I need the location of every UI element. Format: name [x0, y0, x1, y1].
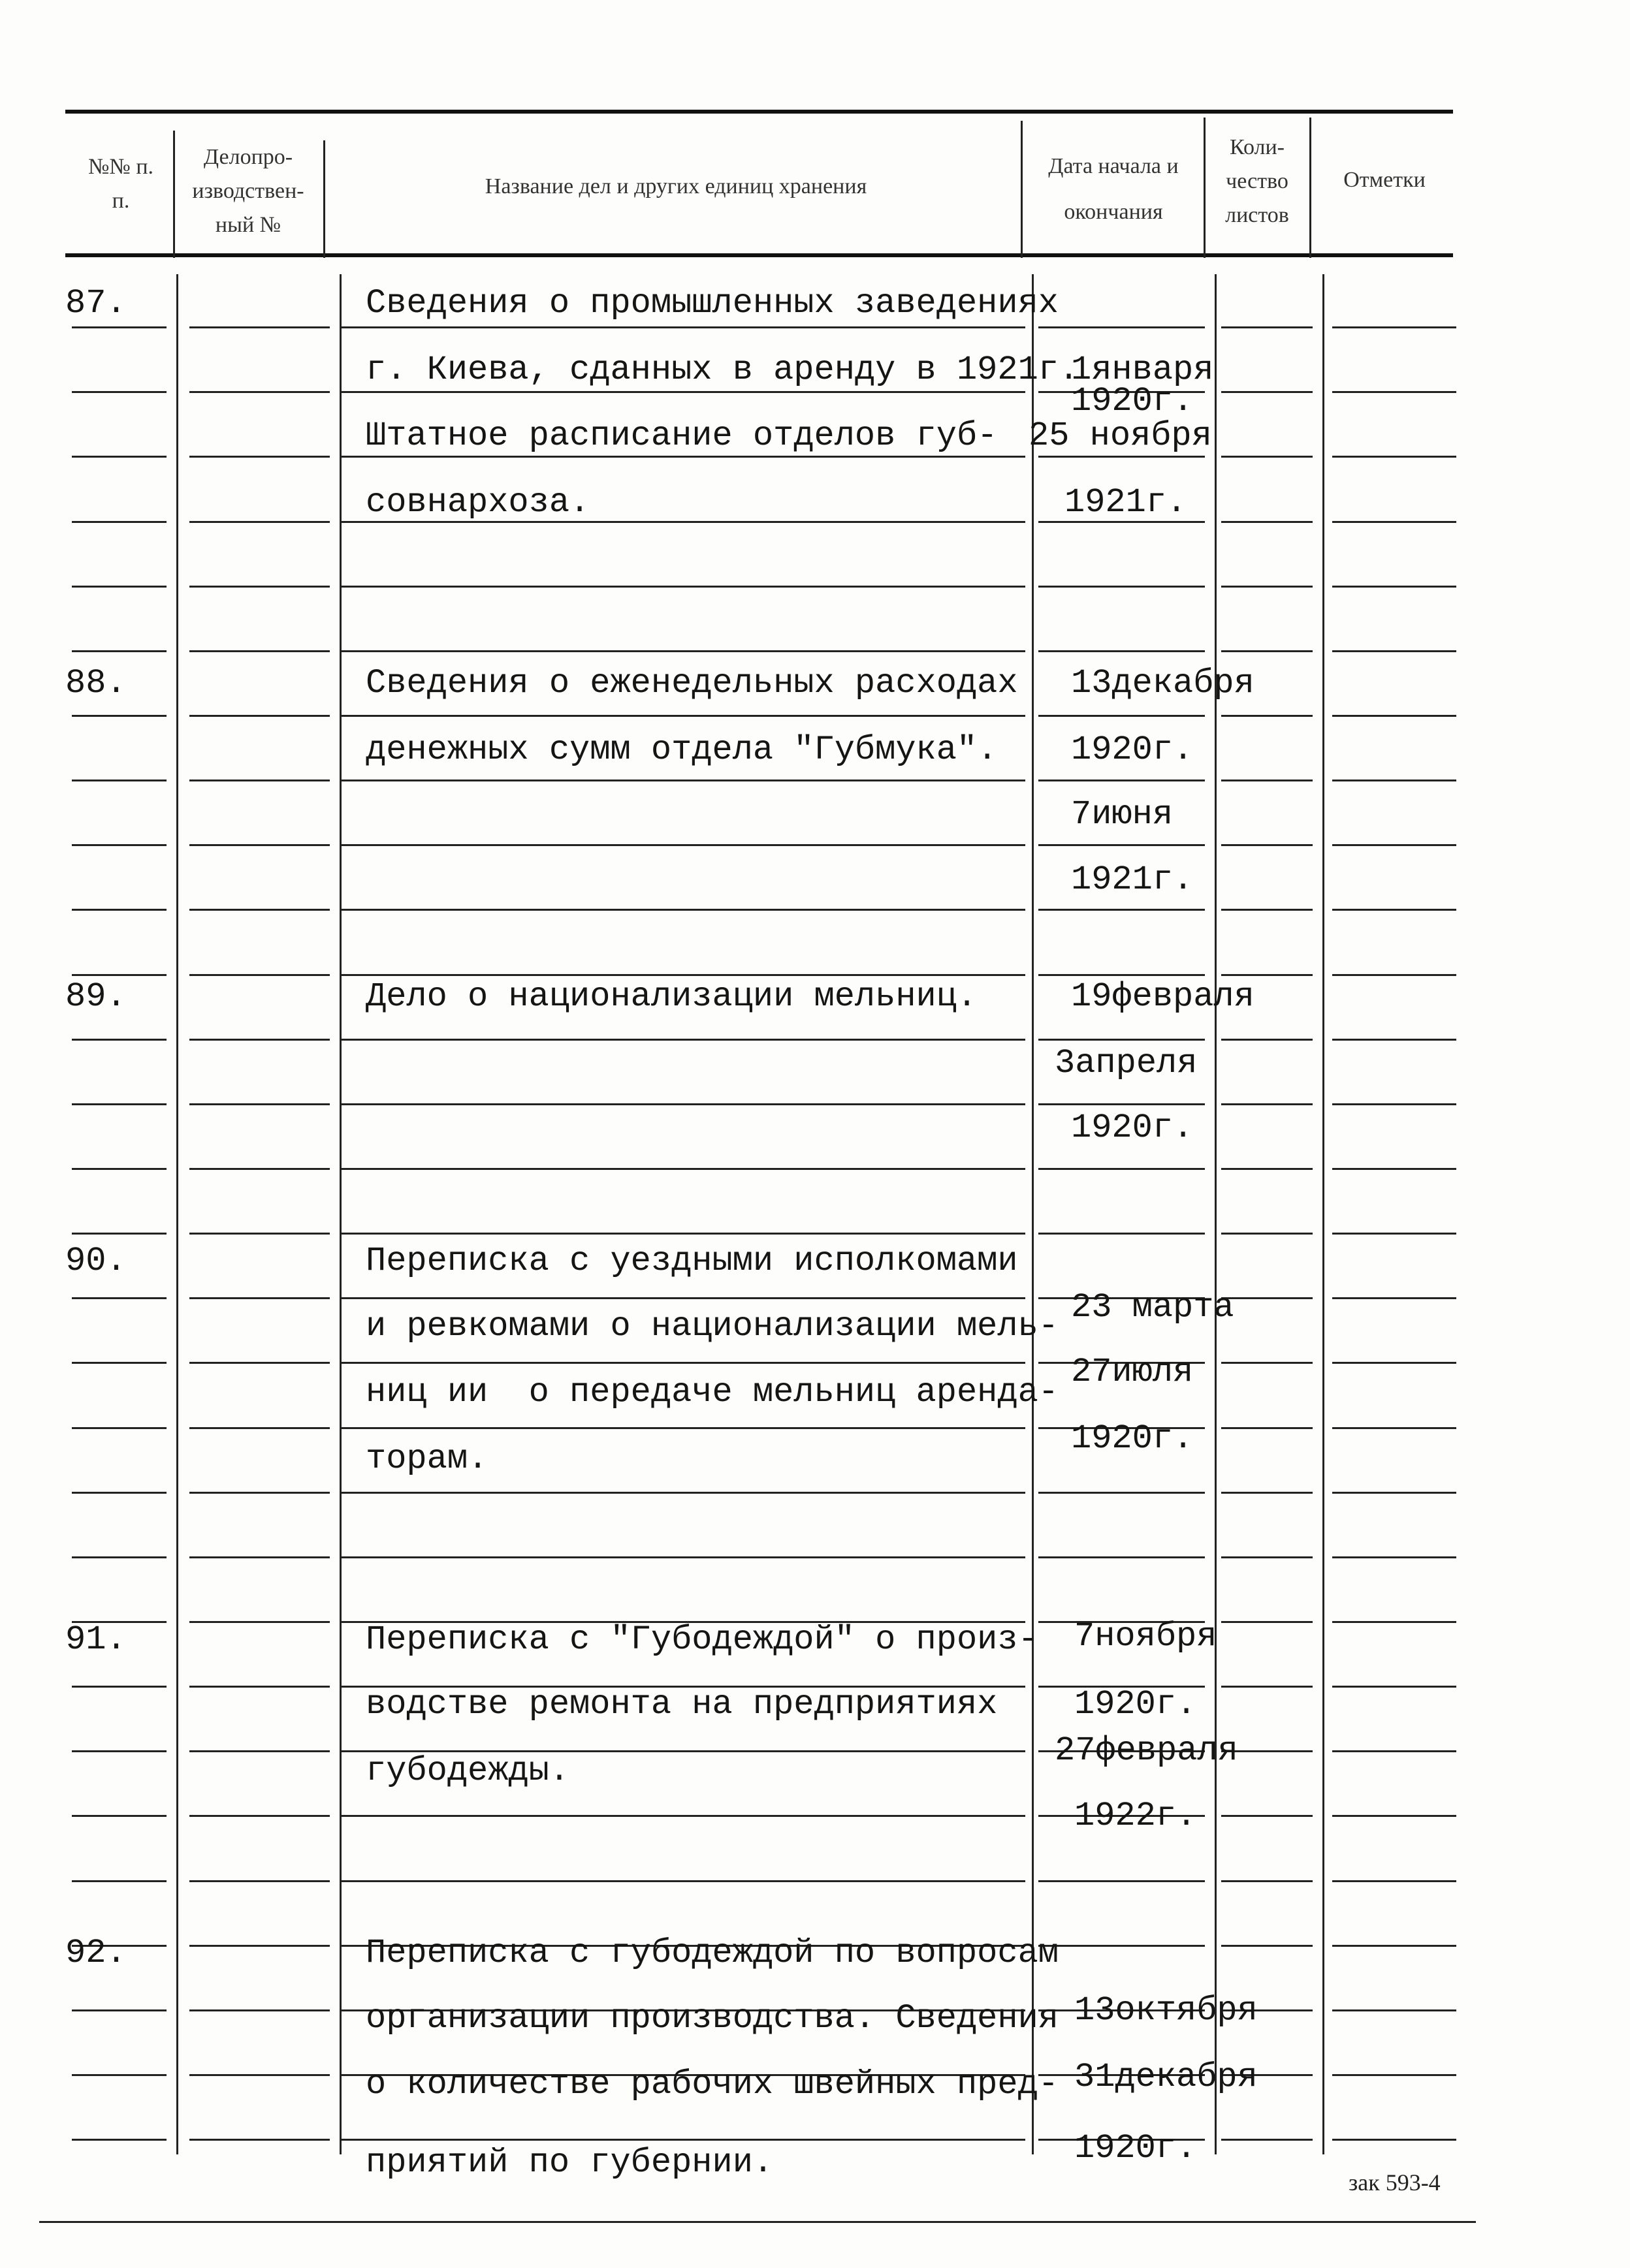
ruled-line — [340, 1556, 1025, 1558]
ruled-line — [1221, 1168, 1313, 1170]
entry-date: 1921г. — [1071, 860, 1194, 899]
ruled-line — [189, 2009, 330, 2011]
ruled-line — [340, 1815, 1025, 1817]
entry-title-line: Переписка с "Губодеждой" о произ- — [366, 1620, 1038, 1659]
ruled-line — [340, 1362, 1025, 1364]
entry-date: 13октября — [1074, 1991, 1258, 2030]
column-divider — [340, 274, 342, 2154]
ruled-line — [189, 1880, 330, 1882]
ruled-line — [340, 586, 1025, 588]
table-top-border — [65, 110, 1453, 114]
ruled-line — [72, 1297, 167, 1299]
ruled-line — [1038, 456, 1205, 458]
ruled-line — [72, 1880, 167, 1882]
ruled-line — [189, 650, 330, 652]
ruled-line — [72, 2009, 167, 2011]
ruled-line — [340, 844, 1025, 846]
ruled-line — [1332, 2009, 1456, 2011]
ruled-line — [1221, 909, 1313, 911]
ruled-line — [340, 326, 1025, 328]
ruled-line — [1221, 1427, 1313, 1429]
ruled-line — [1038, 1492, 1205, 1494]
ruled-line — [1332, 326, 1456, 328]
header-divider — [1204, 118, 1206, 258]
ruled-line — [1332, 1750, 1456, 1752]
ruled-line — [189, 844, 330, 846]
entry-title-line: и ревкомами о национализации мель- — [366, 1307, 1059, 1346]
ruled-line — [340, 1103, 1025, 1105]
entry-title-line: Переписка с уездными исполкомами — [366, 1242, 1018, 1280]
ruled-line — [1038, 1556, 1205, 1558]
ruled-line — [1221, 586, 1313, 588]
ruled-line — [340, 1039, 1025, 1041]
entry-number: 87. — [65, 284, 127, 323]
ruled-line — [72, 1362, 167, 1364]
entry-title-line: Дело о национализации мельниц. — [366, 977, 978, 1016]
ruled-line — [1332, 1427, 1456, 1429]
ruled-line — [1332, 1815, 1456, 1817]
ruled-line — [1038, 1880, 1205, 1882]
ruled-line — [1332, 521, 1456, 523]
header-number: №№ п. п. — [88, 155, 154, 213]
ruled-line — [1332, 1103, 1456, 1105]
ruled-line — [340, 1880, 1025, 1882]
ruled-line — [1221, 1880, 1313, 1882]
ruled-line — [1332, 1880, 1456, 1882]
ruled-line — [72, 1039, 167, 1041]
ruled-line — [189, 1362, 330, 1364]
ruled-line — [72, 1492, 167, 1494]
ruled-line — [189, 974, 330, 976]
ruled-line — [1332, 780, 1456, 781]
ruled-line — [189, 1103, 330, 1105]
ruled-line — [189, 1556, 330, 1558]
entry-title-line: ниц ии о передаче мельниц аренда- — [366, 1373, 1059, 1411]
ruled-line — [1038, 844, 1205, 846]
entry-title-line: о количестве рабочих швейных пред- — [366, 2065, 1059, 2103]
ruled-line — [72, 715, 167, 717]
ruled-line — [1038, 1168, 1205, 1170]
entry-date: 31декабря — [1074, 2058, 1258, 2096]
column-divider — [176, 274, 178, 2154]
ruled-line — [72, 586, 167, 588]
entry-title-line: денежных сумм отдела "Губмука". — [366, 731, 998, 769]
ruled-line — [340, 974, 1025, 976]
ruled-line — [340, 650, 1025, 652]
entry-number: 92. — [65, 1934, 127, 1972]
column-divider — [1322, 274, 1324, 2154]
ruled-line — [1332, 1686, 1456, 1688]
ruled-line — [340, 1233, 1025, 1235]
column-divider — [1215, 274, 1217, 2154]
ruled-line — [72, 1556, 167, 1558]
entry-title-line: Сведения о промышленных заведениях — [366, 284, 1059, 323]
ruled-line — [340, 1297, 1025, 1299]
ruled-line — [1332, 2074, 1456, 2076]
entry-number: 91. — [65, 1620, 127, 1659]
ruled-line — [72, 1686, 167, 1688]
entry-title-line: г. Киева, сданных в аренду в 1921г. — [366, 351, 1079, 389]
ruled-line — [72, 1233, 167, 1235]
entry-date: 25 ноября — [1029, 417, 1212, 455]
ruled-line — [72, 2074, 167, 2076]
entry-title-line: организации производства. Сведения — [366, 1999, 1059, 2038]
header-office-number: Делопро-изводствен-ный № — [192, 145, 304, 237]
ruled-line — [1332, 1945, 1456, 1947]
ruled-line — [1221, 1233, 1313, 1235]
ruled-line — [1332, 1168, 1456, 1170]
ruled-line — [1332, 1297, 1456, 1299]
ruled-line — [1038, 1945, 1205, 1947]
ruled-line — [1221, 1945, 1313, 1947]
ruled-line — [189, 1621, 330, 1623]
ruled-line — [72, 1427, 167, 1429]
ruled-line — [340, 715, 1025, 717]
ruled-line — [189, 456, 330, 458]
ruled-line — [1038, 1039, 1205, 1041]
ruled-line — [72, 780, 167, 781]
header-sheets: Коли-чество листов — [1225, 135, 1289, 227]
entry-date: 1920г. — [1074, 1685, 1197, 1724]
ruled-line — [340, 780, 1025, 781]
entry-title-line: торам. — [366, 1440, 488, 1478]
entry-date: 19февраля — [1071, 977, 1254, 1016]
ruled-line — [1221, 650, 1313, 652]
ruled-line — [1332, 586, 1456, 588]
ruled-line — [340, 456, 1025, 458]
ruled-line — [189, 1168, 330, 1170]
ruled-line — [189, 391, 330, 393]
entry-date: 3апреля — [1055, 1044, 1198, 1082]
column-divider — [1032, 274, 1034, 2154]
ruled-line — [189, 1492, 330, 1494]
ruled-line — [1332, 456, 1456, 458]
ruled-line — [1221, 1362, 1313, 1364]
ruled-line — [1332, 974, 1456, 976]
ruled-line — [72, 844, 167, 846]
ruled-line — [189, 326, 330, 328]
ruled-line — [189, 1750, 330, 1752]
ruled-line — [1221, 1297, 1313, 1299]
ruled-line — [189, 1945, 330, 1947]
ruled-line — [189, 2074, 330, 2076]
ruled-line — [189, 586, 330, 588]
ruled-line — [1221, 2139, 1313, 2141]
entry-title-line: губодежды. — [366, 1752, 570, 1790]
entry-number: 88. — [65, 664, 127, 702]
ruled-line — [189, 715, 330, 717]
order-code: зак 593-4 — [1349, 2169, 1441, 2196]
header-divider — [323, 140, 325, 258]
ruled-line — [1221, 1492, 1313, 1494]
ruled-line — [1332, 2139, 1456, 2141]
ruled-line — [340, 1427, 1025, 1429]
ruled-line — [189, 1297, 330, 1299]
ruled-line — [72, 521, 167, 523]
ruled-line — [72, 2139, 167, 2141]
header-bottom-border — [65, 253, 1453, 257]
ruled-line — [1221, 844, 1313, 846]
ruled-line — [1221, 521, 1313, 523]
ruled-line — [189, 780, 330, 781]
ruled-line — [1332, 391, 1456, 393]
header-title: Название дел и других единиц хранения — [485, 174, 867, 198]
ruled-line — [1221, 1621, 1313, 1623]
entry-number: 89. — [65, 977, 127, 1016]
ruled-line — [1332, 844, 1456, 846]
ruled-line — [1221, 391, 1313, 393]
entry-title-line: совнархоза. — [366, 483, 590, 522]
ruled-line — [189, 2139, 330, 2141]
ruled-line — [1332, 1039, 1456, 1041]
ruled-line — [1038, 780, 1205, 781]
ruled-line — [72, 1103, 167, 1105]
entry-date: 27июля — [1071, 1353, 1194, 1391]
ruled-line — [72, 650, 167, 652]
ruled-line — [189, 1686, 330, 1688]
ruled-line — [1038, 715, 1205, 717]
ruled-line — [1221, 1556, 1313, 1558]
ruled-line — [340, 391, 1025, 393]
page-bottom-line — [39, 2221, 1476, 2223]
ruled-line — [1221, 780, 1313, 781]
ruled-line — [1038, 326, 1205, 328]
ruled-line — [72, 909, 167, 911]
ruled-line — [1038, 974, 1205, 976]
ruled-line — [1221, 1103, 1313, 1105]
ruled-line — [189, 909, 330, 911]
ruled-line — [189, 1427, 330, 1429]
entry-date: 27февраля — [1055, 1731, 1238, 1770]
header-notes: Отметки — [1343, 168, 1426, 192]
ruled-line — [1332, 1556, 1456, 1558]
ruled-line — [1221, 456, 1313, 458]
entry-number: 90. — [65, 1242, 127, 1280]
entry-date: 1920г. — [1071, 1109, 1194, 1147]
ruled-line — [189, 521, 330, 523]
entry-date: 1января — [1071, 351, 1214, 389]
ruled-line — [189, 1815, 330, 1817]
entry-date: 1922г. — [1074, 1797, 1197, 1835]
ruled-line — [72, 1168, 167, 1170]
entry-title-line: Штатное расписание отделов губ- — [366, 417, 998, 455]
ruled-line — [72, 391, 167, 393]
entry-title-line: водстве ремонта на предприятиях — [366, 1685, 998, 1724]
ruled-line — [1038, 1103, 1205, 1105]
entry-date: 7июня — [1071, 795, 1174, 834]
ruled-line — [340, 1168, 1025, 1170]
ruled-line — [1332, 1492, 1456, 1494]
ruled-line — [1038, 909, 1205, 911]
ruled-line — [189, 1039, 330, 1041]
ruled-line — [1221, 1039, 1313, 1041]
ruled-line — [72, 326, 167, 328]
entry-date: 1921г. — [1064, 483, 1187, 522]
ruled-line — [1332, 1621, 1456, 1623]
ruled-line — [72, 1750, 167, 1752]
header-divider — [1309, 118, 1311, 258]
entry-date: 1920г. — [1074, 2129, 1197, 2167]
ruled-line — [72, 1815, 167, 1817]
entry-title-line: приятий по губернии. — [366, 2143, 774, 2182]
header-dates: Дата начала и окончания — [1048, 154, 1179, 224]
ruled-line — [1332, 1362, 1456, 1364]
entry-date: 1920г. — [1071, 1419, 1194, 1458]
ruled-line — [1038, 650, 1205, 652]
header-divider — [173, 131, 175, 258]
ruled-line — [340, 1492, 1025, 1494]
ruled-line — [189, 1233, 330, 1235]
entry-date: 7ноября — [1074, 1617, 1217, 1656]
entry-date: 1920г. — [1071, 731, 1194, 769]
entry-title-line: Сведения о еженедельных расходах — [366, 664, 1018, 702]
ruled-line — [1332, 650, 1456, 652]
ruled-line — [1332, 1233, 1456, 1235]
ruled-line — [1332, 715, 1456, 717]
ruled-line — [340, 2139, 1025, 2141]
entry-date: 23 марта — [1071, 1288, 1234, 1327]
ruled-line — [1221, 974, 1313, 976]
entry-date: 13декабря — [1071, 664, 1254, 702]
ruled-line — [1221, 1815, 1313, 1817]
ruled-line — [1221, 1686, 1313, 1688]
ruled-line — [340, 909, 1025, 911]
ruled-line — [72, 974, 167, 976]
entry-title-line: Переписка с губодеждой по вопросам — [366, 1934, 1059, 1972]
ruled-line — [1332, 909, 1456, 911]
ruled-line — [72, 456, 167, 458]
ruled-line — [1038, 1233, 1205, 1235]
entry-date: 1920г. — [1071, 382, 1194, 420]
ruled-line — [1221, 715, 1313, 717]
header-divider — [1021, 121, 1023, 258]
ruled-line — [1038, 586, 1205, 588]
ruled-line — [1221, 326, 1313, 328]
